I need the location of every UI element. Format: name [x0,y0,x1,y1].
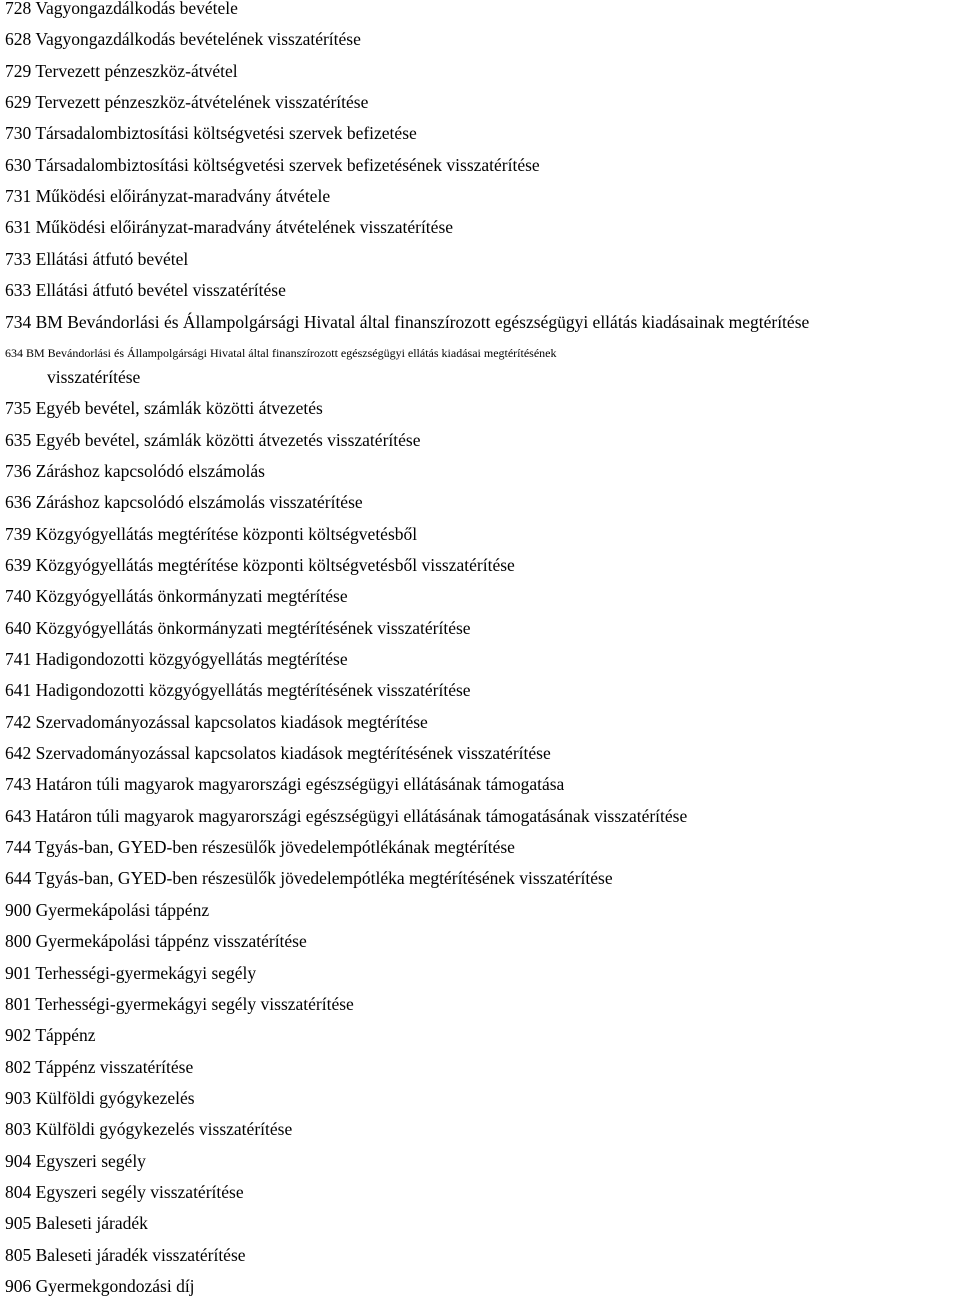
item-code: 903 [5,1087,32,1108]
item-code: 633 [5,280,32,301]
item-label: Gyermekgondozási díj [35,1276,195,1296]
list-item [5,1213,955,1233]
item-label: BM Bevándorlási és Állampolgársági Hivatal által finanszírozott egészségügyi ellátás kiadásai megtérítésének [26,345,557,360]
list-item [5,249,955,269]
item-label: Egyszeri segély [35,1150,146,1171]
list-item [5,994,955,1014]
list-item [5,1276,955,1296]
list-item [5,868,955,888]
item-label: Vagyongazdálkodás bevételének visszatérítése [35,29,361,50]
list-item [5,586,955,606]
item-label: Egyszeri segély visszatérítése [35,1181,244,1202]
list-item [5,1119,955,1139]
item-label: Gyermekápolási táppénz visszatérítése [35,931,307,952]
list-item [5,806,955,826]
item-code: 630 [5,154,32,175]
item-label: Határon túli magyarok magyarországi egészségügyi ellátásának támogatása [35,774,565,795]
list-item [5,680,955,700]
item-code: 733 [5,248,32,269]
item-label: Gyermekápolási táppénz [35,899,210,920]
item-code: 639 [5,554,32,575]
item-code: 729 [5,60,32,81]
list-item [5,900,955,920]
item-code: 643 [5,805,32,826]
item-label: Hadigondozotti közgyógyellátás megtérítésének visszatérítése [35,680,471,701]
item-label: Záráshoz kapcsolódó elszámolás visszatérítése [35,492,363,513]
item-label: Társadalombiztosítási költségvetési szervek befizetése [35,123,417,144]
item-label: Közgyógyellátás önkormányzati megtérítése [35,586,348,607]
list-item [5,92,955,112]
list-item [5,524,955,544]
item-code: 641 [5,680,32,701]
item-code: 900 [5,899,32,920]
item-code: 740 [5,586,32,607]
list-item [5,61,955,81]
list-item [5,931,955,951]
item-code: 901 [5,962,32,983]
item-code: 743 [5,774,32,795]
item-label: Határon túli magyarok magyarországi egészségügyi ellátásának támogatásának visszatérítése [35,805,688,826]
item-code: 640 [5,617,32,638]
item-code: 803 [5,1119,32,1140]
item-code: 631 [5,217,32,238]
list-item [5,618,955,638]
item-code: 644 [5,868,32,889]
item-label: Hadigondozotti közgyógyellátás megtérítése [35,649,348,669]
item-label: Tervezett pénzeszköz-átvételének visszatérítése [35,92,369,113]
list-item [5,743,955,763]
item-label: Tervezett pénzeszköz-átvétel [35,60,238,81]
list-item [5,1088,955,1108]
list-item [5,280,955,300]
item-label: Szervadományozással kapcsolatos kiadások megtérítése [35,711,428,732]
list-item [5,0,955,18]
item-label: Ellátási átfutó bevétel [35,248,189,269]
item-label: Közgyógyellátás megtérítése központi költségvetésből [35,523,418,544]
list-item [5,312,955,332]
item-code: 634 [5,345,23,360]
list-item [5,963,955,983]
list-item [5,1057,955,1077]
item-label: Tgyás-ban, GYED-ben részesülők jövedelempótlékának megtérítése [35,837,515,858]
item-label: Vagyongazdálkodás bevétele [35,0,238,18]
list-item [5,1151,955,1171]
item-code: 801 [5,993,32,1014]
item-code: 635 [5,429,32,450]
item-code: 800 [5,931,32,952]
list-item [5,155,955,175]
list-item [5,430,955,450]
list-item [5,712,955,732]
list-item [5,492,955,512]
item-label-continuation: visszatérítése [47,366,141,387]
item-label: Baleseti járadék [35,1213,148,1234]
item-label: Ellátási átfutó bevétel visszatérítése [35,280,286,301]
item-code: 905 [5,1213,32,1234]
item-code: 805 [5,1244,32,1265]
item-label: Terhességi-gyermekágyi segély [35,962,257,983]
list-item [5,649,955,669]
list-item [5,343,957,363]
item-label: Táppénz visszatérítése [35,1056,194,1077]
list-item [5,1245,955,1265]
item-code: 736 [5,460,32,481]
item-code: 629 [5,92,32,113]
item-code: 731 [5,186,32,207]
item-label: Terhességi-gyermekágyi segély visszatérítése [35,993,354,1014]
item-code: 734 [5,311,32,332]
item-code: 744 [5,837,32,858]
item-label: Társadalombiztosítási költségvetési szervek befizetésének visszatérítése [35,154,540,175]
item-code: 741 [5,649,32,669]
list-item [5,774,955,794]
list-item [5,461,955,481]
item-label: Egyéb bevétel, számlák közötti átvezetés visszatérítése [35,429,421,450]
item-label: Külföldi gyógykezelés visszatérítése [35,1119,293,1140]
list-item [5,555,955,575]
list-item [5,217,955,237]
item-code: 730 [5,123,32,144]
item-code: 728 [5,0,32,18]
item-label: Táppénz [35,1025,96,1046]
list-item [5,123,955,143]
list-item [5,1182,955,1202]
item-label: Működési előirányzat-maradvány átvételének visszatérítése [35,217,454,238]
item-code: 904 [5,1150,32,1171]
item-label: Szervadományozással kapcsolatos kiadások megtérítésének visszatérítése [35,743,551,764]
item-code: 804 [5,1181,32,1202]
item-label: Tgyás-ban, GYED-ben részesülők jövedelempótléka megtérítésének visszatérítése [35,868,613,889]
item-code: 742 [5,711,32,732]
list-item [5,29,955,49]
item-code: 902 [5,1025,32,1046]
item-label: BM Bevándorlási és Állampolgársági Hivatal által finanszírozott egészségügyi ellátás kiadásainak megtérítése [35,311,810,332]
item-label: Közgyógyellátás önkormányzati megtérítésének visszatérítése [35,617,471,638]
item-label: Baleseti járadék visszatérítése [35,1244,246,1265]
list-item [5,398,955,418]
list-item [5,1025,955,1045]
item-code: 735 [5,398,32,419]
item-label: Közgyógyellátás megtérítése központi költségvetésből visszatérítése [35,554,515,575]
item-code: 628 [5,29,32,50]
item-label: Működési előirányzat-maradvány átvétele [35,186,331,207]
item-code: 802 [5,1056,32,1077]
item-code: 739 [5,523,32,544]
item-code: 636 [5,492,32,513]
list-item [5,837,955,857]
item-code: 642 [5,743,32,764]
item-label: Záráshoz kapcsolódó elszámolás [35,460,265,481]
item-label: Egyéb bevétel, számlák közötti átvezetés [35,398,323,419]
item-label: Külföldi gyógykezelés [35,1087,195,1108]
item-code: 906 [5,1276,32,1296]
list-item [5,186,955,206]
